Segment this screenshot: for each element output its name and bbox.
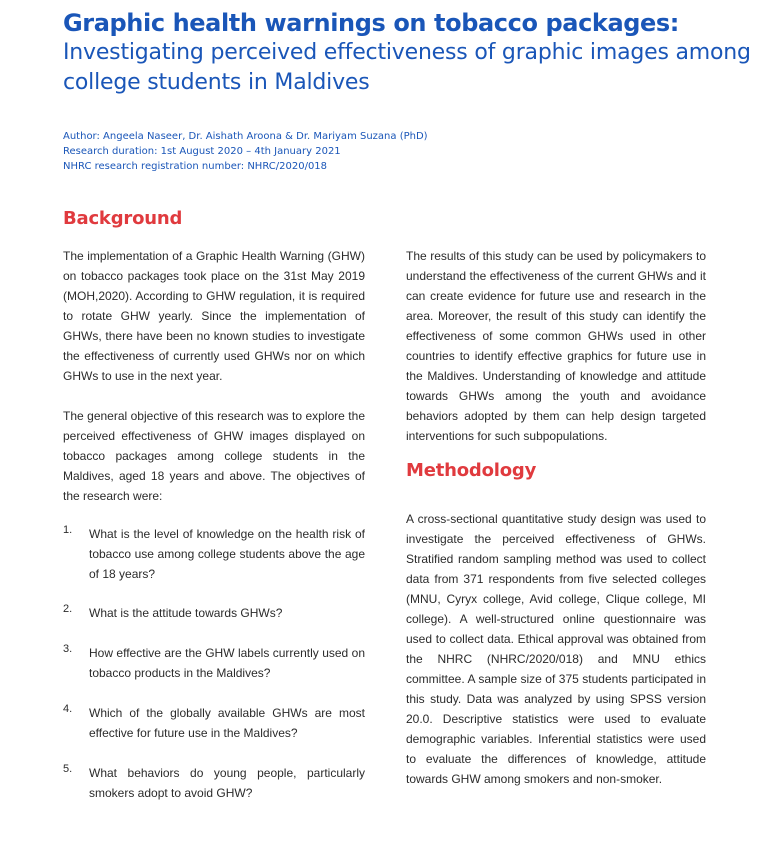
author-line: Author: Angeela Naseer, Dr. Aishath Aroona & Dr. Mariyam Suzana (PhD) <box>63 131 428 142</box>
list-item-number: 3. <box>63 643 73 655</box>
list-item <box>63 524 365 584</box>
list-item-number: 4. <box>63 703 73 715</box>
background-column-right <box>406 246 706 446</box>
list-item-number: 1. <box>63 524 73 536</box>
methodology-heading: Methodology <box>406 460 537 481</box>
list-item-text: What is the level of knowledge on the health risk of tobacco use among college students above the age of 18 years? <box>89 527 365 581</box>
study-metadata <box>63 129 563 174</box>
list-item-number: 2. <box>63 603 73 615</box>
background-paragraph-3: The results of this study can be used by policymakers to understand the effectiveness of the current GHWs and it can create evidence for future use and research in the area. Moreover, the result of this study can identify the effectiveness of some common GHWs used in other countries to identify effective graphics for future use in the Maldives. Understanding of knowledge and attitude towards GHWs among the youth and avoidance behaviors adopted by them can help design targeted interventions for such subpopulations. <box>406 249 706 443</box>
list-item-text: What behaviors do young people, particularly smokers adopt to avoid GHW? <box>89 766 365 800</box>
list-item-number: 5. <box>63 763 73 775</box>
methodology-paragraph: A cross-sectional quantitative study design was used to investigate the perceived effectiveness of GHWs. Stratified random sampling method was used to collect data from 371 respondents from five selected colleges (MNU, Cyryx college, Avid college, Clique college, MI college). A well-structured online questionnaire was used to collect data. Ethical approval was obtained from the NHRC (NHRC/2020/018) and MNU ethics committee. A sample size of 375 students participated in this study. Data was analyzed by using SPSS version 20.0. Descriptive statistics were used to evaluate demographic variables. Inferential statistics were used to evaluate the differences of knowledge, attitude towards GHW among smokers and non-smoker. <box>406 512 706 786</box>
background-paragraph-1: The implementation of a Graphic Health Warning (GHW) on tobacco packages took place on the 31st May 2019 (MOH,2020). According to GHW regulation, it is required to rotate GHW yearly. Since the implementation of GHWs, there have been no known studies to investigate the effectiveness of currently used GHWs nor on which GHWs to use in the next year. <box>63 249 365 383</box>
title-line-1: Graphic health warnings on tobacco packages: <box>63 9 679 37</box>
methodology-column <box>406 509 706 789</box>
list-item <box>63 643 365 683</box>
background-paragraph-2: The general objective of this research was to explore the perceived effectiveness of GHW images displayed on tobacco packages among college students in the Maldives, aged 18 years and above. The objectives of the research were: <box>63 409 365 503</box>
background-heading: Background <box>63 208 183 229</box>
title-line-2: Investigating perceived effectiveness of graphic images among college students in Maldives <box>63 40 751 95</box>
background-column-left <box>63 246 365 506</box>
list-item <box>63 703 365 743</box>
list-item-text: How effective are the GHW labels currently used on tobacco products in the Maldives? <box>89 646 365 680</box>
list-item-text: What is the attitude towards GHWs? <box>89 606 283 620</box>
page-title <box>63 8 753 98</box>
registration-line: NHRC research registration number: NHRC/2020/018 <box>63 161 328 172</box>
list-item <box>63 763 365 803</box>
list-item-text: Which of the globally available GHWs are most effective for future use in the Maldives? <box>89 706 365 740</box>
duration-line: Research duration: 1st August 2020 – 4th January 2021 <box>63 146 341 157</box>
list-item <box>63 603 365 623</box>
